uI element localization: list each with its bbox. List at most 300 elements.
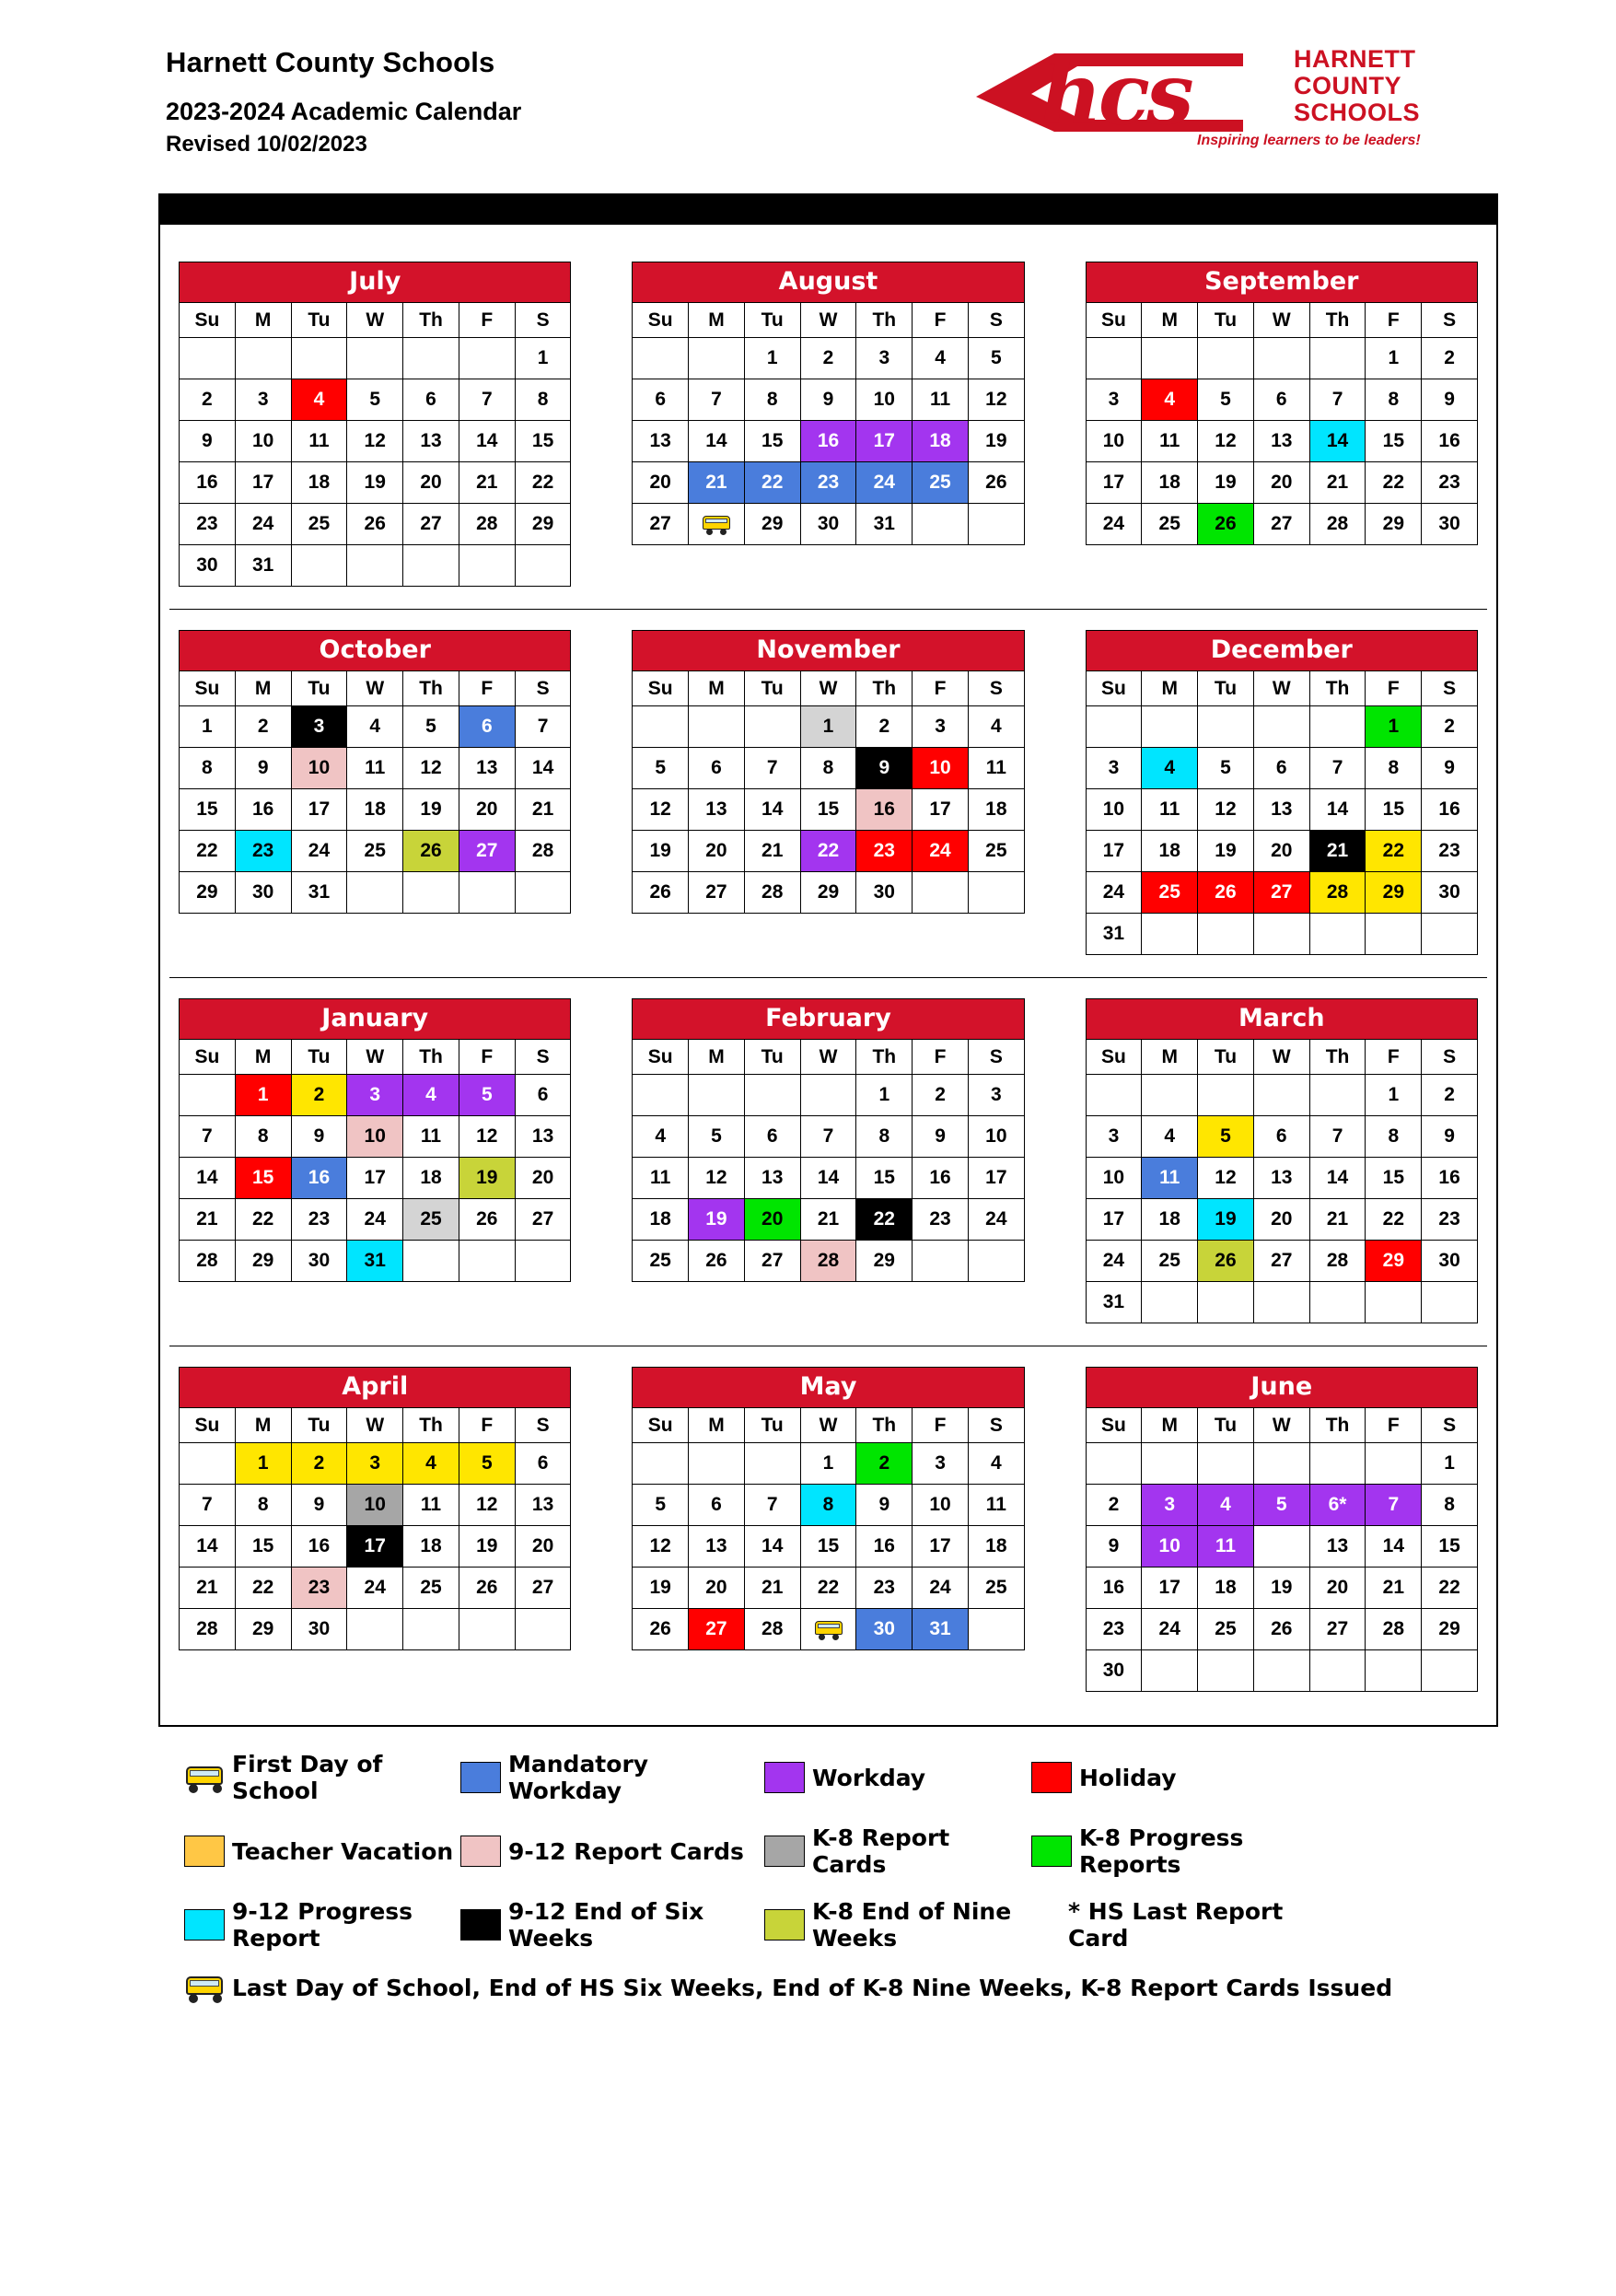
day-cell-empty [1366,914,1422,955]
legend-row [184,1824,1498,1878]
weekday-header-tu: Tu [744,1408,800,1443]
day-cell: 17 [968,1158,1024,1199]
day-cell: 28 [800,1241,856,1282]
day-cell: 25 [347,831,403,872]
day-cell: 18 [913,421,969,462]
day-cell: 25 [1142,504,1198,545]
day-cell: 16 [913,1158,969,1199]
day-cell: 21 [1309,831,1366,872]
month-june [1076,1346,1487,1714]
day-cell: 18 [968,789,1024,831]
day-cell: 2 [291,1075,347,1116]
day-cell: 2 [856,1443,913,1485]
day-cell: 29 [1366,1241,1422,1282]
day-cell: 13 [1253,1158,1309,1199]
legend-label: 9-12 Progress Report [232,1898,413,1952]
day-cell: 18 [1142,462,1198,504]
day-cell: 4 [1142,748,1198,789]
day-cell: 1 [1422,1443,1478,1485]
day-cell-empty [1422,1282,1478,1323]
day-cell: 9 [235,748,291,789]
day-cell-empty [1198,1650,1254,1692]
day-cell: 8 [1366,748,1422,789]
day-cell: 18 [1142,1199,1198,1241]
day-cell: 4 [913,338,969,379]
day-cell: 23 [800,462,856,504]
day-cell: 4 [1142,379,1198,421]
day-cell-empty [403,545,459,587]
weekday-header-th: Th [403,671,459,706]
day-cell-empty [1142,1075,1198,1116]
weekday-header-w: W [800,1040,856,1075]
day-cell: 12 [633,1526,689,1568]
day-cell: 26 [403,831,459,872]
day-cell: 29 [1422,1609,1478,1650]
weekday-header-tu: Tu [291,1408,347,1443]
day-cell-empty [347,545,403,587]
day-cell: 17 [291,789,347,831]
day-cell: 30 [291,1241,347,1282]
day-cell-empty [1142,1443,1198,1485]
weekday-header-tu: Tu [744,303,800,338]
day-cell: 24 [347,1199,403,1241]
month-table [179,302,571,587]
day-cell-empty [1142,914,1198,955]
day-cell-empty [913,1241,969,1282]
legend-item-k-8-progress-reports [1031,1824,1271,1878]
day-cell: 26 [633,1609,689,1650]
day-cell-empty [633,338,689,379]
day-cell-empty [235,338,291,379]
day-cell: 1 [235,1443,291,1485]
weekday-header-s: S [968,1040,1024,1075]
week-row [1086,748,1477,789]
day-cell: 1 [235,1075,291,1116]
day-cell: 20 [689,831,745,872]
day-cell-empty [1253,1075,1309,1116]
week-row [633,831,1024,872]
day-cell-empty [1422,914,1478,955]
day-cell-empty [515,1241,571,1282]
week-row [180,421,571,462]
day-cell: 10 [291,748,347,789]
day-cell: 16 [1422,421,1478,462]
day-cell: 30 [180,545,236,587]
weekday-header-tu: Tu [1198,671,1254,706]
weekday-header-s: S [515,1408,571,1443]
weekday-header-f: F [1366,1040,1422,1075]
day-cell: 16 [1422,789,1478,831]
day-cell: 27 [403,504,459,545]
day-cell-empty [459,338,515,379]
week-row [1086,1568,1477,1609]
weekday-header-th: Th [1309,303,1366,338]
day-cell: 5 [1198,748,1254,789]
day-cell: 18 [633,1199,689,1241]
day-cell: 3 [968,1075,1024,1116]
day-cell-empty [689,1443,745,1485]
day-cell-empty [347,1609,403,1650]
day-cell: 20 [744,1199,800,1241]
day-cell: 25 [403,1568,459,1609]
day-cell-empty [347,338,403,379]
weekday-header-w: W [1253,303,1309,338]
day-cell-empty [180,1075,236,1116]
weekday-header-s: S [1422,303,1478,338]
week-row [1086,1282,1477,1323]
day-cell: 17 [1086,462,1142,504]
day-cell: 3 [913,706,969,748]
week-row [180,789,571,831]
day-cell: 31 [235,545,291,587]
week-row [1086,462,1477,504]
day-cell-empty [1253,1443,1309,1485]
month-table [179,1039,571,1282]
day-cell: 21 [180,1568,236,1609]
day-cell-empty [1198,1075,1254,1116]
weekday-header-tu: Tu [744,1040,800,1075]
day-cell: 29 [235,1609,291,1650]
day-cell-empty [744,706,800,748]
week-row [180,872,571,914]
legend-label: 9-12 End of Six Weeks [508,1898,704,1952]
logo-org-name [1294,46,1420,126]
day-cell: 3 [291,706,347,748]
day-cell: 25 [1142,1241,1198,1282]
day-cell-empty [1253,706,1309,748]
weekday-header-w: W [347,1040,403,1075]
day-cell: 6 [689,1485,745,1526]
week-row [633,1609,1024,1650]
day-cell: 24 [291,831,347,872]
weekday-header-w: W [1253,1040,1309,1075]
day-cell: 24 [347,1568,403,1609]
day-cell: 16 [180,462,236,504]
day-cell: 25 [1142,872,1198,914]
day-cell: 16 [235,789,291,831]
day-cell: 5 [347,379,403,421]
day-cell: 20 [515,1158,571,1199]
day-cell: 23 [180,504,236,545]
weekday-header-su: Su [633,303,689,338]
day-cell: 28 [180,1609,236,1650]
weekday-header-m: M [235,671,291,706]
day-cell: 1 [1366,706,1422,748]
day-cell: 14 [180,1158,236,1199]
day-cell: 15 [235,1158,291,1199]
day-cell-empty [347,872,403,914]
day-cell: 30 [291,1609,347,1650]
legend-item-9-12-end-of-six-weeks [460,1898,764,1952]
legend-label: Holiday [1079,1764,1177,1791]
legend-color-swatch [764,1762,805,1793]
day-cell: 1 [1366,338,1422,379]
day-cell: 22 [235,1199,291,1241]
day-cell: 19 [1198,1199,1254,1241]
legend-item-k-8-report-cards [764,1824,1031,1878]
week-row [633,462,1024,504]
weekday-header-m: M [1142,671,1198,706]
day-cell: 30 [856,872,913,914]
week-row [633,1568,1024,1609]
weekday-header-f: F [1366,1408,1422,1443]
day-cell: 7 [744,1485,800,1526]
day-cell: 18 [403,1158,459,1199]
month-february [622,978,1033,1346]
day-cell-empty [1253,914,1309,955]
week-row [180,545,571,587]
day-cell: 6 [1253,748,1309,789]
day-cell: 25 [291,504,347,545]
week-row [1086,379,1477,421]
week-row [1086,1158,1477,1199]
weekday-header-s: S [515,303,571,338]
week-row [180,706,571,748]
day-cell-school-bus [689,504,745,545]
day-cell-empty [180,1443,236,1485]
legend-label: K-8 Progress Reports [1079,1824,1244,1878]
month-title: April [179,1367,571,1407]
day-cell: 23 [1086,1609,1142,1650]
day-cell-empty [459,872,515,914]
month-december [1076,610,1487,977]
month-table [1086,670,1478,955]
month-march [1076,978,1487,1346]
weekday-header-th: Th [856,671,913,706]
day-cell: 8 [1366,379,1422,421]
day-cell-empty [633,1075,689,1116]
day-cell-empty [1253,1526,1309,1568]
weekday-header-su: Su [1086,1040,1142,1075]
day-cell: 14 [744,789,800,831]
month-title: December [1086,630,1478,670]
day-cell: 6 [1253,1116,1309,1158]
day-cell: 3 [347,1075,403,1116]
day-cell-empty [403,1241,459,1282]
day-cell: 30 [1422,1241,1478,1282]
legend-label: Workday [812,1764,926,1791]
day-cell: 12 [459,1116,515,1158]
day-cell: 3 [1086,379,1142,421]
calendar-row [169,241,1487,610]
weekday-header-s: S [1422,1040,1478,1075]
day-cell-empty [1086,706,1142,748]
day-cell: 2 [1086,1485,1142,1526]
day-cell: 9 [1422,1116,1478,1158]
day-cell: 25 [633,1241,689,1282]
day-cell: 22 [235,1568,291,1609]
day-cell-empty [1086,1443,1142,1485]
day-cell: 10 [1086,421,1142,462]
weekday-header-w: W [800,1408,856,1443]
month-august [622,241,1033,609]
day-cell: 12 [1198,789,1254,831]
day-cell: 1 [515,338,571,379]
day-cell-empty [1086,1075,1142,1116]
weekday-header-f: F [913,671,969,706]
day-cell: 23 [1422,462,1478,504]
legend-label: First Day of School [232,1751,383,1804]
day-cell: 11 [1142,789,1198,831]
day-cell: 24 [235,504,291,545]
month-table [632,670,1024,914]
day-cell: 10 [1142,1526,1198,1568]
day-cell: 30 [1086,1650,1142,1692]
day-cell: 10 [347,1485,403,1526]
day-cell: 24 [968,1199,1024,1241]
week-row [180,748,571,789]
day-cell: 12 [459,1485,515,1526]
day-cell: 22 [1366,1199,1422,1241]
day-cell: 18 [403,1526,459,1568]
day-cell-empty [689,706,745,748]
day-cell: 5 [403,706,459,748]
day-cell: 30 [235,872,291,914]
day-cell: 22 [1366,462,1422,504]
day-cell: 6 [403,379,459,421]
day-cell: 9 [1422,748,1478,789]
month-table [632,1407,1024,1650]
weekday-header-th: Th [1309,1408,1366,1443]
legend-item-mandatory-workday [460,1751,764,1804]
day-cell: 19 [633,831,689,872]
day-cell: 21 [515,789,571,831]
day-cell: 9 [180,421,236,462]
week-row [1086,789,1477,831]
day-cell: 21 [459,462,515,504]
day-cell: 20 [515,1526,571,1568]
day-cell: 8 [1422,1485,1478,1526]
day-cell: 4 [403,1443,459,1485]
school-bus-icon [703,513,730,535]
month-title: January [179,998,571,1039]
day-cell: 14 [1309,789,1366,831]
logo-line-3: SCHOOLS [1294,99,1421,127]
week-row [633,504,1024,545]
day-cell: 26 [633,872,689,914]
calendar-row [169,1346,1487,1714]
day-cell-empty [515,872,571,914]
day-cell-empty [1422,1650,1478,1692]
month-table [1086,302,1478,545]
day-cell: 17 [347,1158,403,1199]
day-cell-empty [291,338,347,379]
weekday-header-s: S [515,1040,571,1075]
week-row [633,789,1024,831]
weekday-header-th: Th [1309,671,1366,706]
day-cell: 19 [968,421,1024,462]
day-cell: 17 [235,462,291,504]
week-row [180,831,571,872]
weekday-header-f: F [459,1040,515,1075]
calendar-row [169,610,1487,978]
day-cell-empty [1253,1650,1309,1692]
legend-color-swatch [460,1762,501,1793]
day-cell: 12 [633,789,689,831]
day-cell: 7 [180,1485,236,1526]
day-cell-empty [633,1443,689,1485]
legend-note-hs-last-report [1068,1898,1308,1952]
day-cell: 6* [1309,1485,1366,1526]
week-row [633,706,1024,748]
day-cell: 23 [856,1568,913,1609]
logo-wordmark: hcs [1041,44,1191,144]
weekday-header-tu: Tu [291,303,347,338]
day-cell: 10 [1086,789,1142,831]
day-cell: 6 [744,1116,800,1158]
day-cell: 21 [744,1568,800,1609]
day-cell: 20 [459,789,515,831]
weekday-header-w: W [800,671,856,706]
day-cell-empty [1366,1282,1422,1323]
day-cell: 19 [403,789,459,831]
month-april [169,1346,580,1714]
day-cell: 29 [856,1241,913,1282]
day-cell: 21 [800,1199,856,1241]
day-cell: 9 [291,1116,347,1158]
day-cell: 23 [235,831,291,872]
day-cell: 12 [1198,1158,1254,1199]
day-cell: 3 [1142,1485,1198,1526]
day-cell: 5 [968,338,1024,379]
week-row [1086,1116,1477,1158]
day-cell: 4 [633,1116,689,1158]
day-cell: 30 [856,1609,913,1650]
week-row [633,872,1024,914]
month-table [179,670,571,914]
week-row [1086,1199,1477,1241]
day-cell: 3 [347,1443,403,1485]
weekday-header-s: S [1422,1408,1478,1443]
day-cell: 2 [856,706,913,748]
day-cell-empty [459,1241,515,1282]
day-cell: 7 [689,379,745,421]
weekday-header-s: S [1422,671,1478,706]
week-row [1086,831,1477,872]
day-cell: 27 [459,831,515,872]
day-cell-empty [800,1075,856,1116]
week-row [180,1158,571,1199]
day-cell: 7 [1309,379,1366,421]
day-cell: 20 [633,462,689,504]
day-cell-empty [744,1443,800,1485]
day-cell: 2 [1422,706,1478,748]
day-cell: 18 [1198,1568,1254,1609]
weekday-header-w: W [347,303,403,338]
day-cell: 29 [1366,504,1422,545]
day-cell: 10 [856,379,913,421]
weekday-header-su: Su [1086,671,1142,706]
day-cell-empty [1253,338,1309,379]
week-row [633,1526,1024,1568]
day-cell: 20 [403,462,459,504]
day-cell: 24 [1086,872,1142,914]
weekday-header-th: Th [403,303,459,338]
day-cell: 5 [689,1116,745,1158]
day-cell: 17 [913,1526,969,1568]
day-cell: 14 [1366,1526,1422,1568]
day-cell: 15 [744,421,800,462]
day-cell: 11 [291,421,347,462]
day-cell: 27 [1253,872,1309,914]
day-cell: 15 [515,421,571,462]
day-cell: 24 [1086,1241,1142,1282]
day-cell: 13 [744,1158,800,1199]
day-cell: 19 [459,1158,515,1199]
day-cell: 5 [459,1443,515,1485]
day-cell: 25 [968,831,1024,872]
day-cell: 30 [1422,504,1478,545]
